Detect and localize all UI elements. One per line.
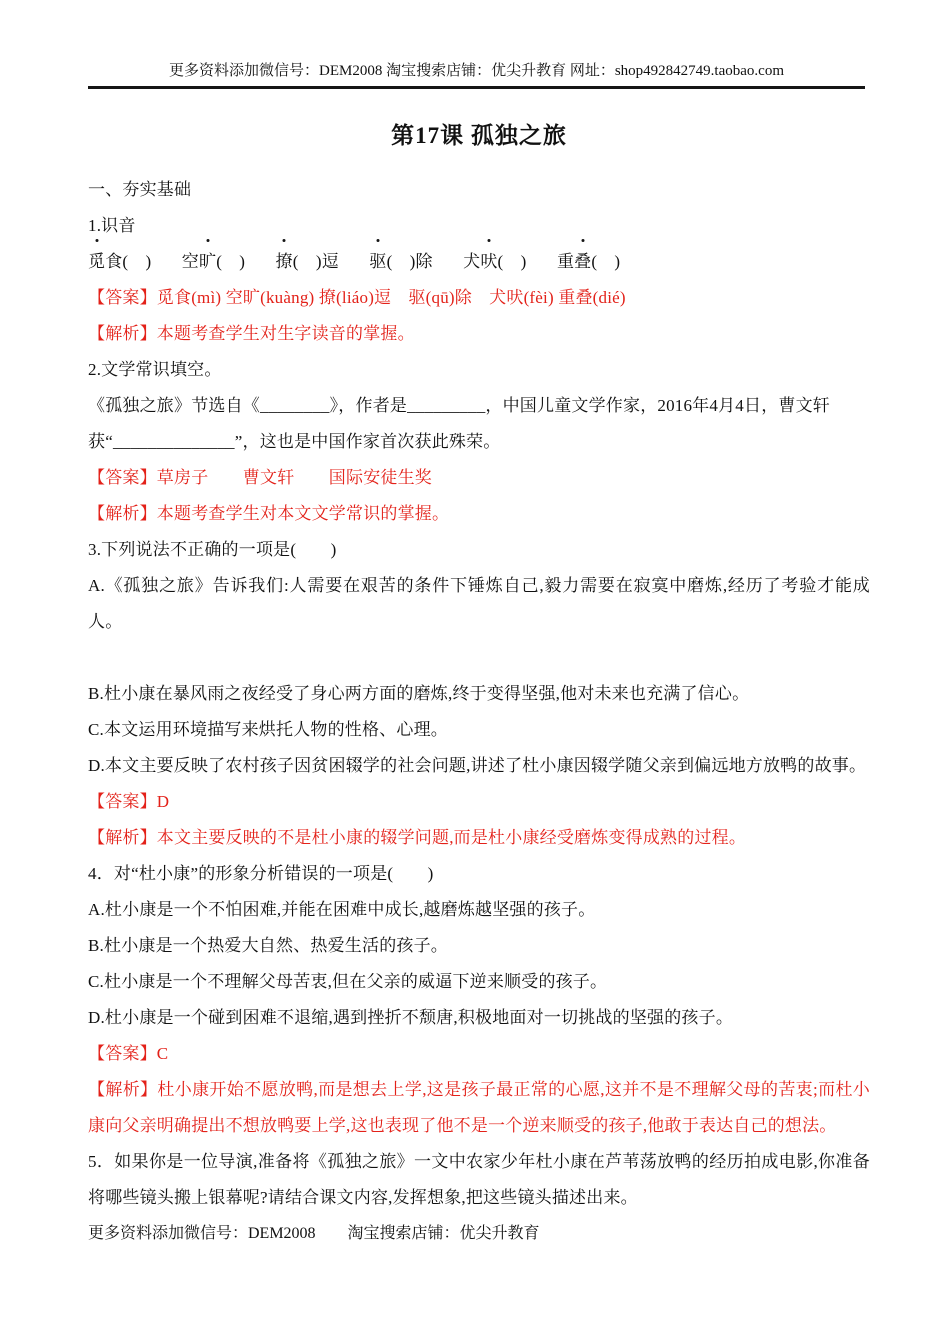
q5-stem: 5．如果你是一位导演,准备将《孤独之旅》一文中农家少年杜小康在芦苇荡放鸭的经历拍成电影,你准备将哪些镜头搬上银幕呢?请结合课文内容,发挥想象,把这些镜头描述出来。	[88, 1152, 870, 1207]
pinyin-word-quanfei	[463, 252, 526, 271]
pinyin-word-mishi	[88, 252, 151, 271]
q4-option-d: D.杜小康是一个碰到困难不退缩,遇到挫折不颓唐,积极地面对一切挑战的坚强的孩子。	[88, 1008, 734, 1027]
q1-label: 1.识音	[88, 216, 136, 235]
word-rest: ( )逗	[292, 252, 339, 271]
q1-analysis: 【解析】本题考查学生对生字读音的掌握。	[88, 324, 415, 343]
q4-stem: 4．对“杜小康”的形象分析错误的一项是( )	[88, 864, 434, 883]
word-pre: 犬	[463, 252, 481, 271]
word-pre: 重	[556, 252, 575, 271]
blank-line	[88, 640, 870, 676]
word-rest: ( )	[591, 252, 621, 271]
q4-option-a: A.杜小康是一个不怕困难,并能在困难中成长,越磨炼越坚强的孩子。	[88, 900, 596, 919]
pinyin-word-liaodou	[276, 252, 339, 271]
word-dotted-char: 吠	[480, 244, 497, 280]
q3-stem: 3.下列说法不正确的一项是( )	[88, 540, 337, 559]
lesson-title: 第17课 孤独之旅	[391, 123, 567, 148]
word-pre: 空	[181, 252, 199, 271]
word-dotted-char: 撩	[276, 244, 293, 280]
q1-answer: 【答案】觅食(mì) 空旷(kuàng) 撩(liáo)逗 驱(qū)除 犬吠(fèi) 重叠(dié)	[88, 288, 626, 307]
word-rest: ( )除	[386, 252, 433, 271]
word-rest: ( )	[497, 252, 527, 271]
footer-promo-text: 更多资料添加微信号：DEM2008 淘宝搜索店铺：优尖升教育	[88, 1225, 540, 1242]
word-rest: ( )	[216, 252, 246, 271]
q3-analysis: 【解析】本文主要反映的不是杜小康的辍学问题,而是杜小康经受磨炼变得成熟的过程。	[88, 828, 747, 847]
q1-pinyin-line	[88, 244, 870, 280]
q3-answer: 【答案】D	[88, 792, 170, 811]
word-dotted-char: 觅	[88, 244, 105, 280]
q4-option-c: C.杜小康是一个不理解父母苦衷,但在父亲的威逼下逆来顺受的孩子。	[88, 972, 608, 991]
word-dotted-char: 驱	[369, 244, 386, 280]
word-dotted-char: 叠	[574, 244, 591, 280]
section-heading: 一、夯实基础	[88, 180, 192, 199]
q2-answer: 【答案】草房子 曹文轩 国际安徒生奖	[88, 468, 432, 487]
q3-option-c: C.本文运用环境描写来烘托人物的性格、心理。	[88, 720, 448, 739]
q4-analysis: 【解析】杜小康开始不愿放鸭,而是想去上学,这是孩子最正常的心愿,这并不是不理解父母的苦衷;而杜小康向父亲明确提出不想放鸭要上学,这也表现了他不是一个逆来顺受的孩子,他敢于表达自己的想法。	[88, 1080, 870, 1135]
header-promo-text: 更多资料添加微信号：DEM2008 淘宝搜索店铺：优尖升教育 网址：shop492842749.taobao.com	[169, 63, 784, 79]
q3-option-b: B.杜小康在暴风雨之夜经受了身心两方面的磨炼,终于变得坚强,他对未来也充满了信心。	[88, 684, 750, 703]
pinyin-word-chongdie	[557, 252, 620, 271]
q3-option-a: A.《孤独之旅》告诉我们:人需要在艰苦的条件下锤炼自己,毅力需要在寂寞中磨炼,经历了考验才能成人。	[88, 576, 870, 631]
q4-option-b: B.杜小康是一个热爱大自然、热爱生活的孩子。	[88, 936, 448, 955]
document-body	[88, 0, 870, 1216]
q2-analysis: 【解析】本题考查学生对本文文学常识的掌握。	[88, 504, 450, 523]
q2-label: 2.文学常识填空。	[88, 360, 222, 379]
pinyin-word-kongkuang	[182, 252, 245, 271]
word-rest: 食( )	[105, 252, 152, 271]
word-dotted-char: 旷	[199, 244, 216, 280]
pinyin-word-quchu	[369, 252, 432, 271]
q3-option-d: D.本文主要反映了农村孩子因贫困辍学的社会问题,讲述了杜小康因辍学随父亲到偏远地方放鸭的故事。	[88, 756, 867, 775]
q2-fill-blank-line-2: 获“______________”，这也是中国作家首次获此殊荣。	[88, 432, 501, 451]
q2-fill-blank-line-1: 《孤独之旅》节选自《________》，作者是_________，中国儿童文学作家，2016年4月4日，曹文轩	[88, 396, 830, 415]
q4-answer: 【答案】C	[88, 1044, 169, 1063]
